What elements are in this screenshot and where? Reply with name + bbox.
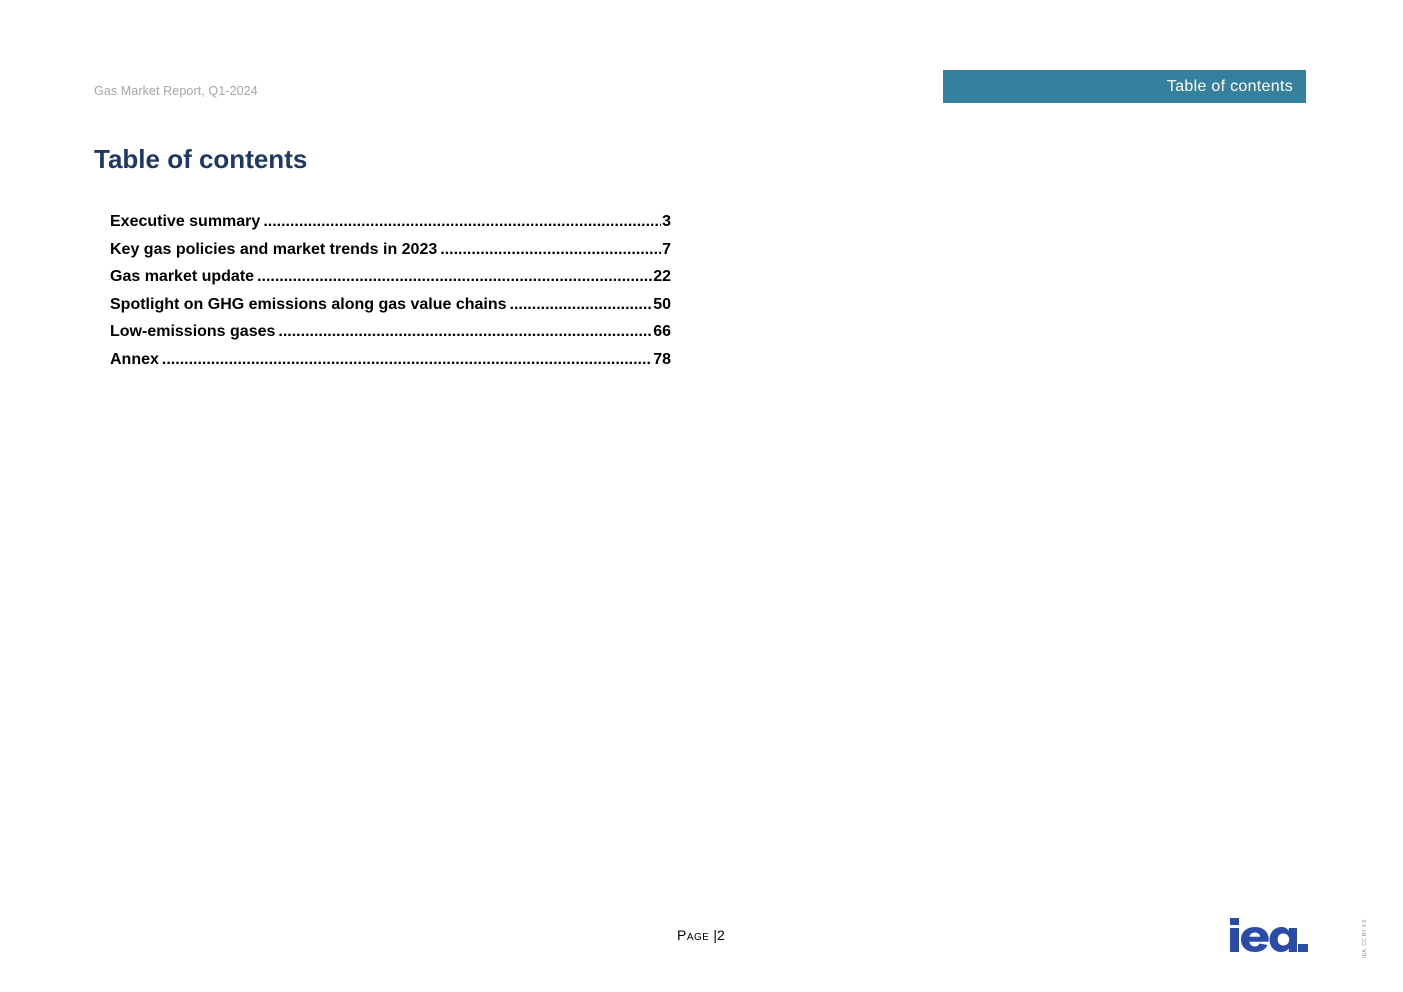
toc-entry-page: 78: [653, 350, 671, 368]
toc-entry-page: 22: [653, 268, 671, 286]
toc-dot-leader: [263, 213, 661, 231]
toc-entry-low-emissions-gases[interactable]: [110, 323, 671, 351]
section-tab: Table of contents: [943, 70, 1306, 103]
toc-entry-annex[interactable]: [110, 351, 671, 379]
toc-entry-gas-market-update[interactable]: [110, 268, 671, 296]
toc-entry-page: 50: [653, 295, 671, 313]
license-notice: IEA. CC BY 4.0.: [1362, 917, 1368, 958]
toc-entry-executive-summary[interactable]: [110, 213, 671, 241]
page-separator: |: [713, 927, 717, 943]
running-header: Gas Market Report, Q1-2024: [94, 84, 258, 98]
toc-entry-label: Low-emissions gases: [110, 323, 276, 341]
iea-logo-icon: [1230, 918, 1308, 952]
toc-entry-key-gas-policies[interactable]: [110, 241, 671, 269]
toc-dot-leader: [510, 296, 653, 314]
toc-entry-page: 7: [662, 240, 671, 258]
toc-entry-spotlight-ghg[interactable]: [110, 296, 671, 324]
toc-entry-label: Key gas policies and market trends in 2023: [110, 240, 438, 258]
page-title: Table of contents: [94, 144, 308, 174]
page-label: Page: [677, 927, 710, 943]
toc-entry-label: Annex: [110, 350, 159, 368]
table-of-contents: [110, 213, 671, 379]
toc-dot-leader: [278, 323, 652, 341]
toc-dot-leader: [162, 351, 652, 369]
toc-entry-label: Gas market update: [110, 268, 255, 286]
toc-entry-page: 66: [653, 323, 671, 341]
toc-entry-page: 3: [662, 213, 671, 230]
page-footer: [677, 927, 725, 943]
toc-entry-label: Executive summary: [110, 213, 261, 230]
page-number: 2: [717, 927, 725, 943]
toc-dot-leader: [440, 241, 661, 259]
toc-dot-leader: [257, 268, 652, 286]
toc-entry-label: Spotlight on GHG emissions along gas value chains: [110, 295, 507, 313]
